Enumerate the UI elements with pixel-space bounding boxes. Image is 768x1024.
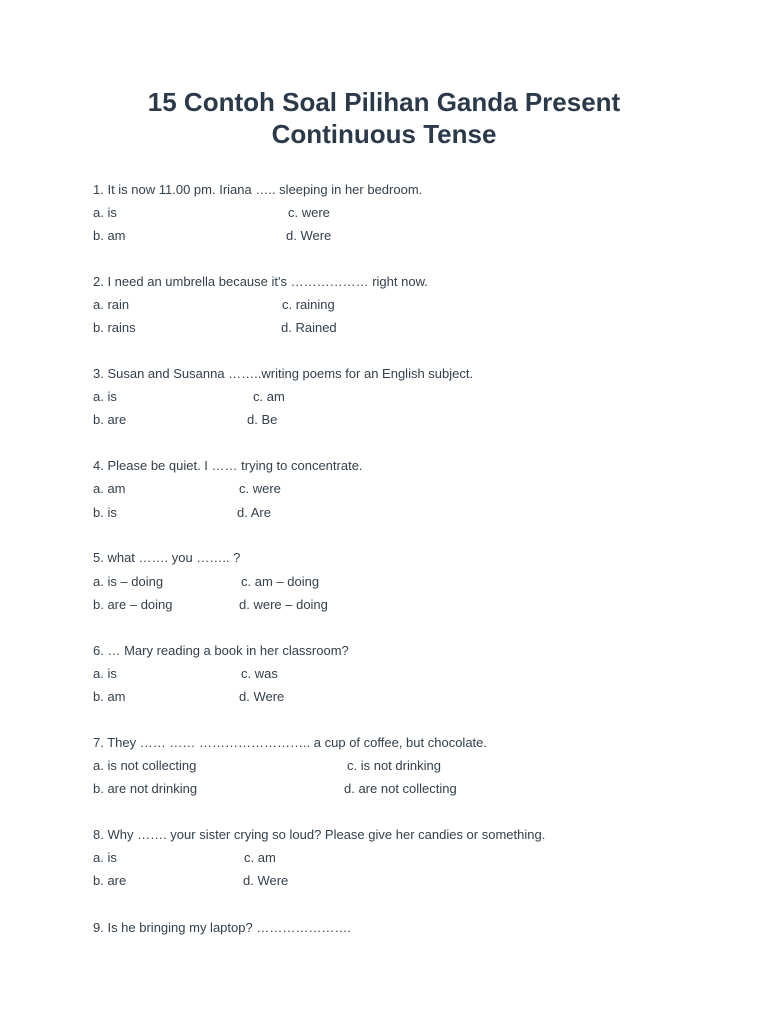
question-text: 2. I need an umbrella because it's ……………… right now. xyxy=(93,274,428,289)
option-c: c. is not drinking xyxy=(347,758,441,773)
option-a: a. is – doing xyxy=(93,574,164,589)
option-b: b. am xyxy=(93,228,126,243)
question-text: 8. Why ……. your sister crying so loud? Please give her candies or something. xyxy=(93,827,546,842)
option-b: b. rains xyxy=(93,320,136,335)
option-c: c. am xyxy=(253,389,285,404)
question-text: 5. what ……. you …….. ? xyxy=(93,550,241,565)
question-text: 4. Please be quiet. I …… trying to concentrate. xyxy=(93,458,363,473)
question-text: 6. … Mary reading a book in her classroom? xyxy=(93,643,349,658)
option-d: d. Were xyxy=(243,873,289,888)
option-d: d. Be xyxy=(247,412,278,427)
option-c: c. were xyxy=(288,205,330,220)
option-c: c. am xyxy=(244,850,276,865)
option-d: d. Rained xyxy=(281,320,337,335)
option-d: d. are not collecting xyxy=(344,781,457,796)
option-d: d. Are xyxy=(237,505,271,520)
option-c: c. were xyxy=(239,481,281,496)
option-b: b. am xyxy=(93,689,126,704)
option-b: b. are xyxy=(93,873,127,888)
option-b: b. are xyxy=(93,412,127,427)
option-d: d. Were xyxy=(286,228,332,243)
option-a: a. is xyxy=(93,850,117,865)
question-text: 9. Is he bringing my laptop? …………………. xyxy=(93,920,351,935)
title-line-1: 15 Contoh Soal Pilihan Ganda Present xyxy=(147,87,621,117)
option-c: c. raining xyxy=(282,297,335,312)
option-a: a. rain xyxy=(93,297,130,312)
option-a: a. is not collecting xyxy=(93,758,197,773)
option-b: b. is xyxy=(93,505,117,520)
title-line-2: Continuous Tense xyxy=(271,119,497,149)
option-c: c. am – doing xyxy=(241,574,320,589)
page-title xyxy=(0,86,768,150)
option-a: a. is xyxy=(93,205,117,220)
option-b: b. are – doing xyxy=(93,597,173,612)
option-d: d. Were xyxy=(239,689,285,704)
option-d: d. were – doing xyxy=(239,597,328,612)
question-text: 7. They …… …… …………………….. a cup of coffee, but chocolate. xyxy=(93,735,488,750)
option-b: b. are not drinking xyxy=(93,781,198,796)
option-a: a. is xyxy=(93,666,117,681)
question-text: 3. Susan and Susanna ……..writing poems for an English subject. xyxy=(93,366,474,381)
option-a: a. is xyxy=(93,389,117,404)
option-c: c. was xyxy=(241,666,278,681)
option-a: a. am xyxy=(93,481,126,496)
question-text: 1. It is now 11.00 pm. Iriana ….. sleeping in her bedroom. xyxy=(93,182,423,197)
